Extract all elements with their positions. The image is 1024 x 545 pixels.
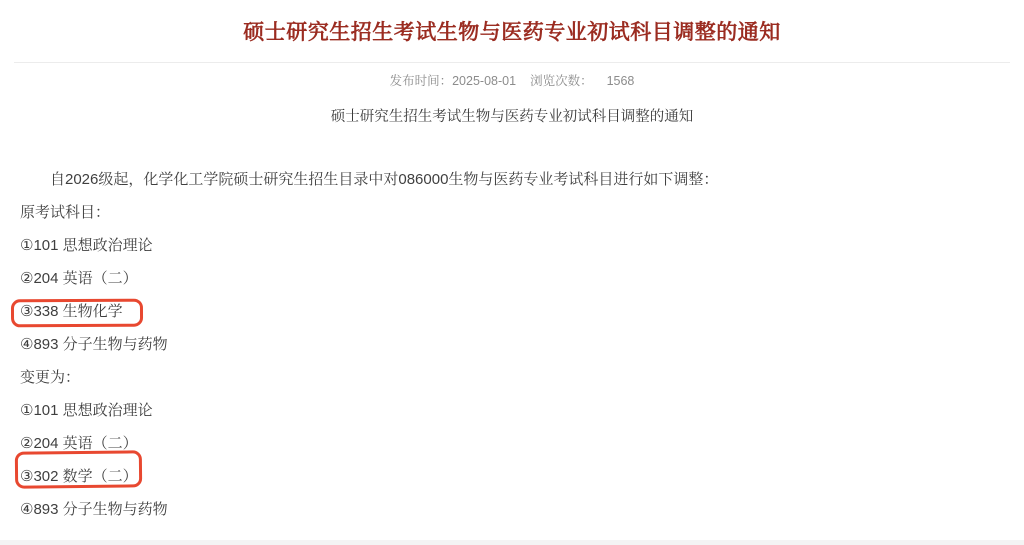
changed-subjects-heading: 变更为： [20, 369, 81, 386]
changed-subject-3: ③302 数学（二） [20, 468, 138, 485]
article-title: 硕士研究生招生考试生物与医药专业初试科目调整的通知 [330, 109, 694, 125]
changed-subject-1: ①101 思想政治理论 [20, 402, 153, 419]
changed-subject-2: ②204 英语（二） [20, 435, 138, 452]
header-divider [14, 62, 1010, 63]
article-body [20, 170, 1004, 520]
publish-time-label: 发布时间： [389, 74, 453, 88]
changed-subject-4: ④893 分子生物与药物 [20, 501, 168, 518]
publish-time-value: 2025-08-01 [452, 74, 517, 88]
intro-paragraph: 自2026级起，化学化工学院硕士研究生招生目录中对086000生物与医药专业考试科目进行如下调整： [50, 171, 719, 188]
original-subject-2: ②204 英语（二） [20, 270, 138, 287]
views-label: 浏览次数： [530, 74, 593, 88]
page-title: 硕士研究生招生考试生物与医药专业初试科目调整的通知 [243, 21, 781, 44]
original-subject-3: ③338 生物化学 [20, 303, 123, 320]
original-subject-4: ④893 分子生物与药物 [20, 336, 168, 353]
meta-row [0, 73, 1024, 89]
original-subjects-heading: 原考试科目： [20, 204, 111, 221]
original-subject-1: ①101 思想政治理论 [20, 237, 153, 254]
views-count: 1568 [606, 74, 635, 88]
page-bottom-strip [0, 540, 1024, 545]
